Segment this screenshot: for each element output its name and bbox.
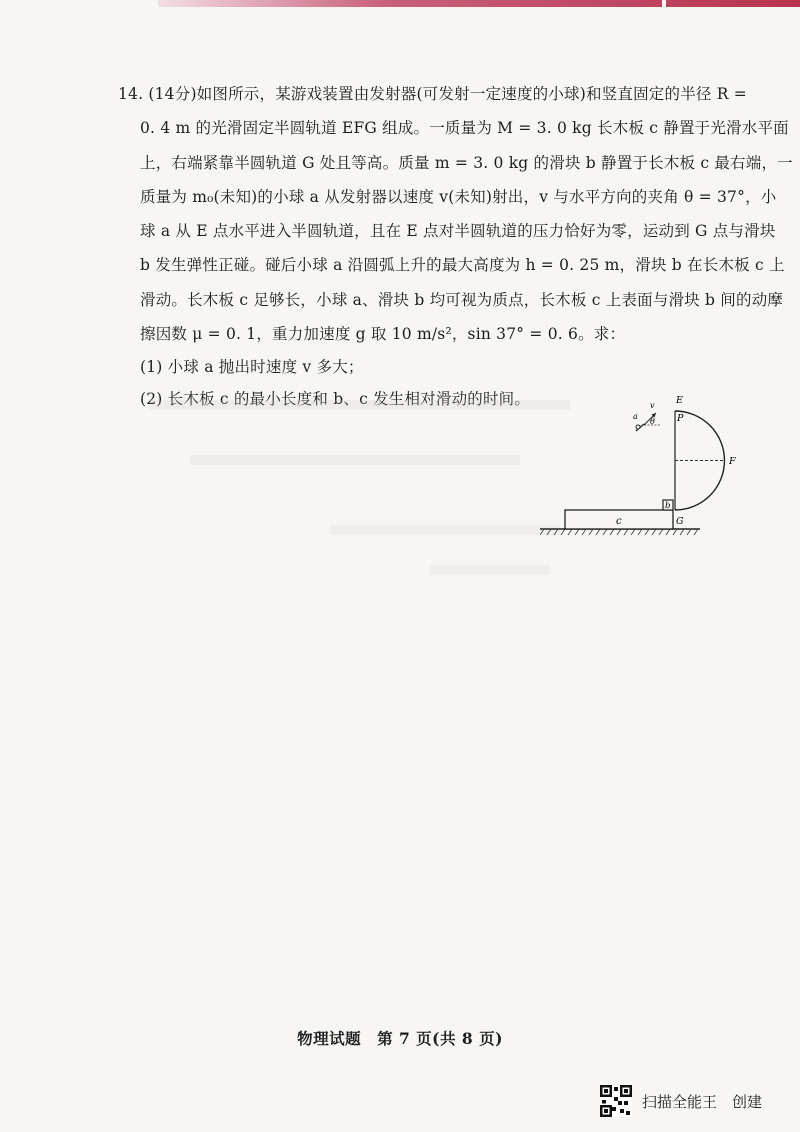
qr-code-icon bbox=[600, 1085, 632, 1117]
label-v: v bbox=[650, 401, 655, 410]
problem-line-1: 14. (14分)如图所示，某游戏装置由发射器(可发射一定速度的小球)和竖直固定的半径 R = bbox=[118, 85, 747, 103]
label-P: P bbox=[677, 413, 684, 424]
bleed-through-mark bbox=[150, 400, 570, 410]
label-G: G bbox=[676, 516, 684, 527]
question-2: (2) 长木板 c 的最小长度和 b、c 发生相对滑动的时间。 bbox=[140, 390, 531, 409]
bleed-through-mark bbox=[430, 565, 550, 575]
scanner-label: 扫描全能王 创建 bbox=[642, 1092, 763, 1111]
problem-14 bbox=[118, 77, 793, 415]
problem-line-4: 质量为 m₀(未知)的小球 a 从发射器以速度 v(未知)射出，v 与水平方向的夹角 θ = 37°，小 bbox=[140, 187, 777, 206]
label-a: a bbox=[633, 412, 638, 421]
top-color-band bbox=[158, 0, 800, 7]
label-c: c bbox=[616, 516, 622, 527]
label-b: b bbox=[665, 501, 671, 511]
scanner-watermark bbox=[600, 1085, 762, 1117]
launcher bbox=[636, 424, 644, 431]
problem-line-5: 球 a 从 E 点水平进入半圆轨道，且在 E 点对半圆轨道的压力恰好为零，运动到 G 点与滑块 bbox=[140, 222, 776, 241]
label-theta: θ bbox=[650, 417, 655, 426]
problem-line-7: 滑动。长木板 c 足够长，小球 a、滑块 b 均可视为质点，长木板 c 上表面与滑块 b 间的动摩 bbox=[140, 290, 784, 309]
top-band-gap bbox=[662, 0, 666, 7]
question-1: (1) 小球 a 抛出时速度 v 多大； bbox=[140, 358, 364, 377]
problem-line-2: 0. 4 m 的光滑固定半圆轨道 EFG 组成。一质量为 M = 3. 0 kg 长木板 c 静置于光滑水平面 bbox=[140, 119, 789, 138]
ground-hatching bbox=[540, 529, 698, 535]
physics-diagram bbox=[540, 393, 750, 543]
problem-line-3: 上，右端紧靠半圆轨道 G 处且等高。质量 m = 3. 0 kg 的滑块 b 静置于长木板 c 最右端，一 bbox=[140, 153, 793, 172]
label-E: E bbox=[676, 395, 683, 406]
problem-line-6: b 发生弹性正碰。碰后小球 a 沿圆弧上升的最大高度为 h = 0. 25 m，滑块 b 在长木板 c 上 bbox=[140, 256, 785, 275]
problem-line-8: 擦因数 μ = 0. 1，重力加速度 g 取 10 m/s²，sin 37° = 0. 6。求： bbox=[140, 325, 626, 344]
bleed-through-mark bbox=[190, 455, 520, 465]
page-footer: 物理试题 第 7 页(共 8 页) bbox=[297, 1029, 503, 1048]
bleed-through-mark bbox=[330, 525, 560, 535]
label-F: F bbox=[729, 456, 736, 467]
